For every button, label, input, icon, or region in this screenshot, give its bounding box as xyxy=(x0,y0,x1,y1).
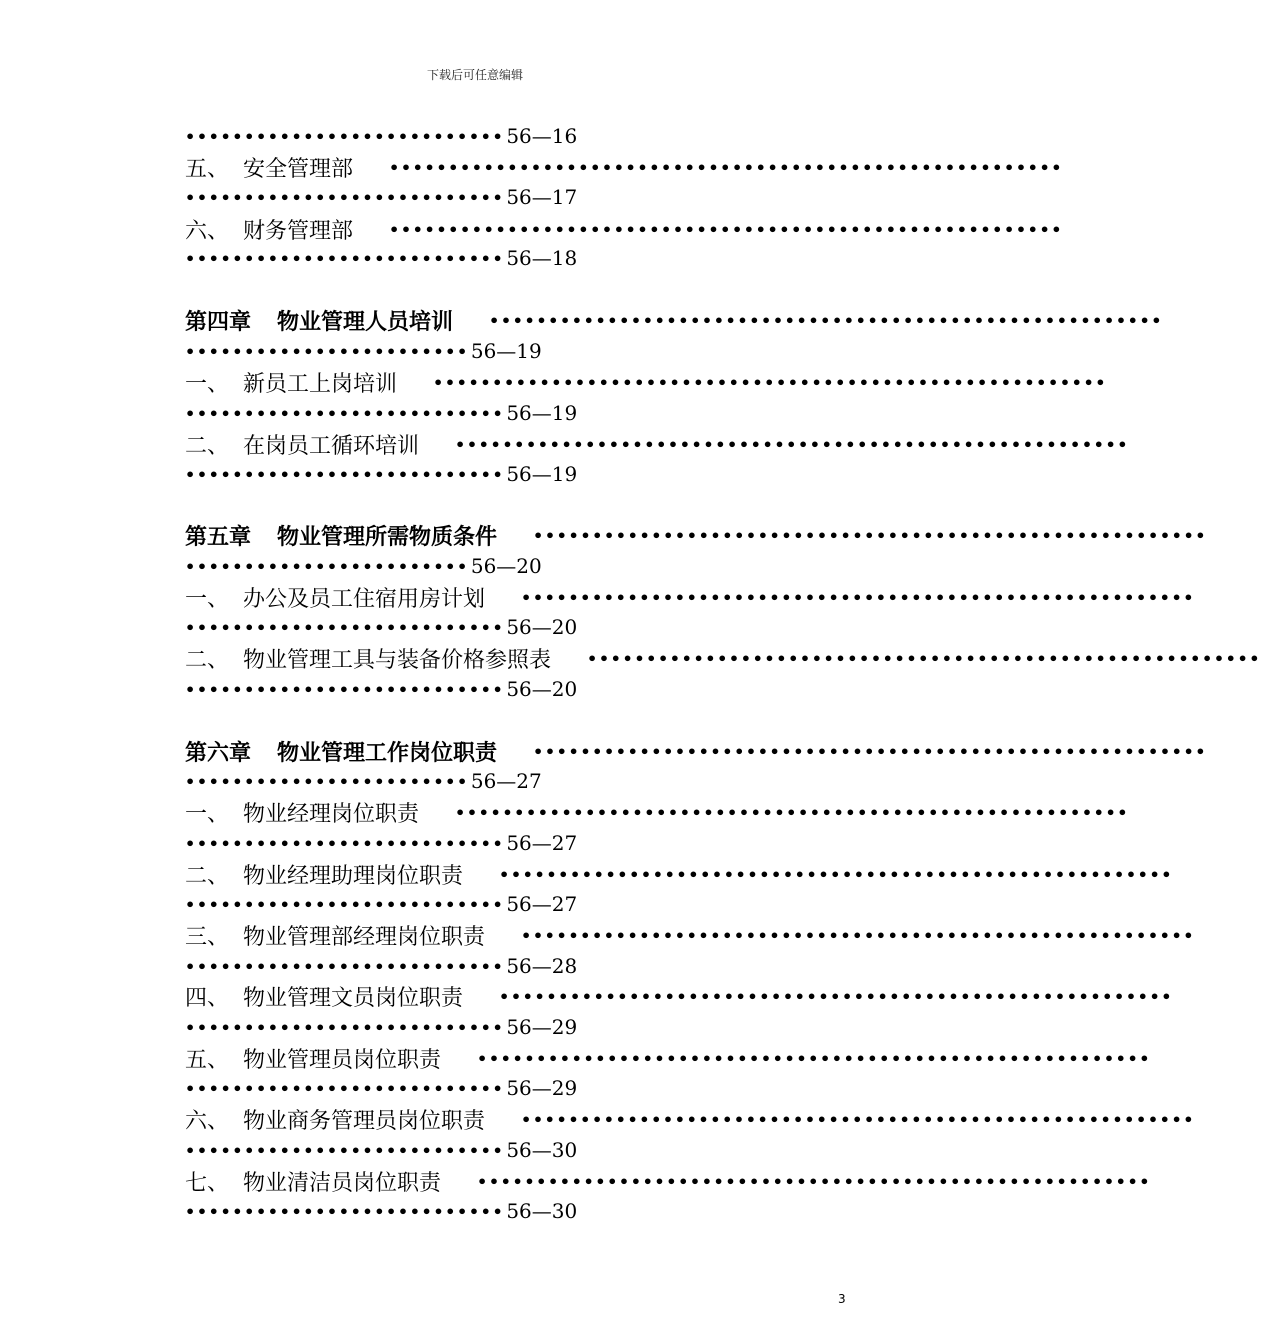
section-title: 安全管理部 xyxy=(243,156,354,182)
dot-leader: ••••••••••••••••••••••••••• xyxy=(185,679,505,699)
chapter-title: 物业管理工作岗位职责 xyxy=(277,740,498,766)
toc-section-entry[interactable] xyxy=(185,643,1261,673)
section-number: 六、 xyxy=(185,1108,230,1134)
toc-page-number: 56—19 xyxy=(506,462,578,486)
section-number: 六、 xyxy=(185,218,230,244)
section-title: 物业管理文员岗位职责 xyxy=(243,985,464,1011)
dot-leader: ••••••••••••••••••••••••••••••••••••••••••••••••••••••••• xyxy=(499,864,1174,884)
dot-leader: ••••••••••••••••••••••••••• xyxy=(185,956,505,976)
toc-section-entry[interactable] xyxy=(185,920,1196,950)
section-title: 物业管理部经理岗位职责 xyxy=(243,924,486,950)
toc-page-number: 56—30 xyxy=(506,1199,578,1223)
dot-leader: ••••••••••••••••••••••••••• xyxy=(185,126,505,146)
dot-leader: ••••••••••••••••••••••••••••••••••••••••••••••••••••••••• xyxy=(477,1048,1152,1068)
dot-leader: ••••••••••••••••••••••••••••••••••••••••••••••••••••••••• xyxy=(521,587,1196,607)
toc-page-reference xyxy=(185,400,577,426)
toc-page-reference xyxy=(185,1137,577,1163)
toc-page-reference xyxy=(185,123,577,149)
toc-page-number: 56—27 xyxy=(506,831,578,855)
toc-page-reference xyxy=(185,338,542,364)
toc-section-entry[interactable] xyxy=(185,152,1064,182)
section-title: 物业管理员岗位职责 xyxy=(243,1047,442,1073)
section-title: 物业经理岗位职责 xyxy=(243,801,420,827)
dot-leader: ••••••••••••••••••••••••••••••••••••••••••••••••••••••••• xyxy=(389,219,1064,239)
section-number: 二、 xyxy=(185,647,230,673)
section-number: 三、 xyxy=(185,924,230,950)
toc-section-entry[interactable] xyxy=(185,214,1064,244)
section-title: 新员工上岗培训 xyxy=(243,371,398,397)
toc-section-entry[interactable] xyxy=(185,1043,1152,1073)
toc-page-number: 56—28 xyxy=(506,954,578,978)
toc-page-reference xyxy=(185,768,542,794)
toc-page-number: 56—20 xyxy=(506,677,578,701)
toc-section-entry[interactable] xyxy=(185,797,1130,827)
toc-page-number: 56—19 xyxy=(470,339,542,363)
toc-page-reference xyxy=(185,953,577,979)
toc-section-entry[interactable] xyxy=(185,429,1130,459)
chapter-label: 第四章 xyxy=(185,309,252,335)
toc-page-number: 56—29 xyxy=(506,1076,578,1100)
dot-leader: ••••••••••••••••••••••••••• xyxy=(185,464,505,484)
dot-leader: •••••••••••••••••••••••• xyxy=(185,341,469,361)
dot-leader: ••••••••••••••••••••••••••••••••••••••••••••••••••••••••• xyxy=(389,157,1064,177)
section-number: 一、 xyxy=(185,586,230,612)
dot-leader: ••••••••••••••••••••••••••• xyxy=(185,248,505,268)
section-number: 五、 xyxy=(185,156,230,182)
section-number: 四、 xyxy=(185,985,230,1011)
toc-page-number: 56—29 xyxy=(506,1015,578,1039)
dot-leader: ••••••••••••••••••••••••••• xyxy=(185,833,505,853)
toc-page-reference xyxy=(185,891,577,917)
section-title: 物业商务管理员岗位职责 xyxy=(243,1108,486,1134)
toc-page-reference xyxy=(185,1014,577,1040)
dot-leader: ••••••••••••••••••••••••••••••••••••••••••••••••••••••••• xyxy=(455,434,1130,454)
section-title: 物业管理工具与装备价格参照表 xyxy=(243,647,552,673)
dot-leader: ••••••••••••••••••••••••••• xyxy=(185,403,505,423)
dot-leader: ••••••••••••••••••••••••••••••••••••••••••••••••••••••••• xyxy=(499,986,1174,1006)
dot-leader: ••••••••••••••••••••••••••• xyxy=(185,894,505,914)
dot-leader: ••••••••••••••••••••••••••••••••••••••••••••••••••••••••• xyxy=(521,1109,1196,1129)
toc-page-reference xyxy=(185,614,577,640)
section-number: 二、 xyxy=(185,863,230,889)
toc-page-number: 56—30 xyxy=(506,1138,578,1162)
section-number: 五、 xyxy=(185,1047,230,1073)
chapter-label: 第五章 xyxy=(185,524,252,550)
dot-leader: ••••••••••••••••••••••••••• xyxy=(185,187,505,207)
chapter-label: 第六章 xyxy=(185,740,252,766)
toc-page-number: 56—20 xyxy=(506,615,578,639)
toc-page-number: 56—27 xyxy=(506,892,578,916)
section-title: 在岗员工循环培训 xyxy=(243,433,420,459)
section-title: 物业清洁员岗位职责 xyxy=(243,1170,442,1196)
section-title: 办公及员工住宿用房计划 xyxy=(243,586,486,612)
toc-page-reference xyxy=(185,461,577,487)
toc-page-reference xyxy=(185,553,542,579)
section-title: 物业经理助理岗位职责 xyxy=(243,863,464,889)
section-number: 一、 xyxy=(185,801,230,827)
dot-leader: ••••••••••••••••••••••••••••••••••••••••••••••••••••••••• xyxy=(433,372,1108,392)
dot-leader: ••••••••••••••••••••••••••••••••••••••••••••••••••••••••• xyxy=(455,802,1130,822)
dot-leader: ••••••••••••••••••••••••••• xyxy=(185,1017,505,1037)
section-number: 一、 xyxy=(185,371,230,397)
dot-leader: •••••••••••••••••••••••• xyxy=(185,771,469,791)
dot-leader: ••••••••••••••••••••••••••• xyxy=(185,617,505,637)
dot-leader: ••••••••••••••••••••••••••••••••••••••••••••••••••••••••• xyxy=(587,648,1261,668)
chapter-title: 物业管理人员培训 xyxy=(277,309,454,335)
dot-leader: ••••••••••••••••••••••••••• xyxy=(185,1078,505,1098)
section-number: 七、 xyxy=(185,1170,230,1196)
dot-leader: ••••••••••••••••••••••••••• xyxy=(185,1201,505,1221)
toc-page-number: 56—18 xyxy=(506,246,578,270)
section-number: 二、 xyxy=(185,433,230,459)
toc-page-reference xyxy=(185,1075,577,1101)
toc-section-entry[interactable] xyxy=(185,1104,1196,1134)
toc-section-entry[interactable] xyxy=(185,582,1196,612)
toc-chapter-entry[interactable] xyxy=(185,736,1208,766)
dot-leader: ••••••••••••••••••••••••••••••••••••••••••••••••••••••••• xyxy=(521,925,1196,945)
toc-page-reference xyxy=(185,676,577,702)
toc-page-reference xyxy=(185,830,577,856)
toc-section-entry[interactable] xyxy=(185,859,1174,889)
toc-page-reference xyxy=(185,245,577,271)
section-title: 财务管理部 xyxy=(243,218,354,244)
toc-page-number: 56—27 xyxy=(470,769,542,793)
page-header: 下载后可任意编辑 xyxy=(426,68,523,82)
page-number: 3 xyxy=(838,1292,846,1306)
dot-leader: ••••••••••••••••••••••••••••••••••••••••••••••••••••••••• xyxy=(489,310,1164,330)
toc-section-entry[interactable] xyxy=(185,981,1174,1011)
toc-page-number: 56—17 xyxy=(506,185,578,209)
dot-leader: ••••••••••••••••••••••••••••••••••••••••••••••••••••••••• xyxy=(533,741,1208,761)
toc-page-number: 56—19 xyxy=(506,401,578,425)
dot-leader: ••••••••••••••••••••••••••••••••••••••••••••••••••••••••• xyxy=(477,1171,1152,1191)
chapter-title: 物业管理所需物质条件 xyxy=(277,524,498,550)
toc-page-number: 56—20 xyxy=(470,554,542,578)
toc-page-number: 56—16 xyxy=(506,124,578,148)
toc-section-entry[interactable] xyxy=(185,1166,1152,1196)
toc-page-reference xyxy=(185,184,577,210)
dot-leader: ••••••••••••••••••••••••••••••••••••••••••••••••••••••••• xyxy=(533,525,1208,545)
toc-page-reference xyxy=(185,1198,577,1224)
dot-leader: •••••••••••••••••••••••• xyxy=(185,556,469,576)
toc-chapter-entry[interactable] xyxy=(185,520,1208,550)
toc-chapter-entry[interactable] xyxy=(185,305,1164,335)
dot-leader: ••••••••••••••••••••••••••• xyxy=(185,1140,505,1160)
toc-section-entry[interactable] xyxy=(185,367,1108,397)
